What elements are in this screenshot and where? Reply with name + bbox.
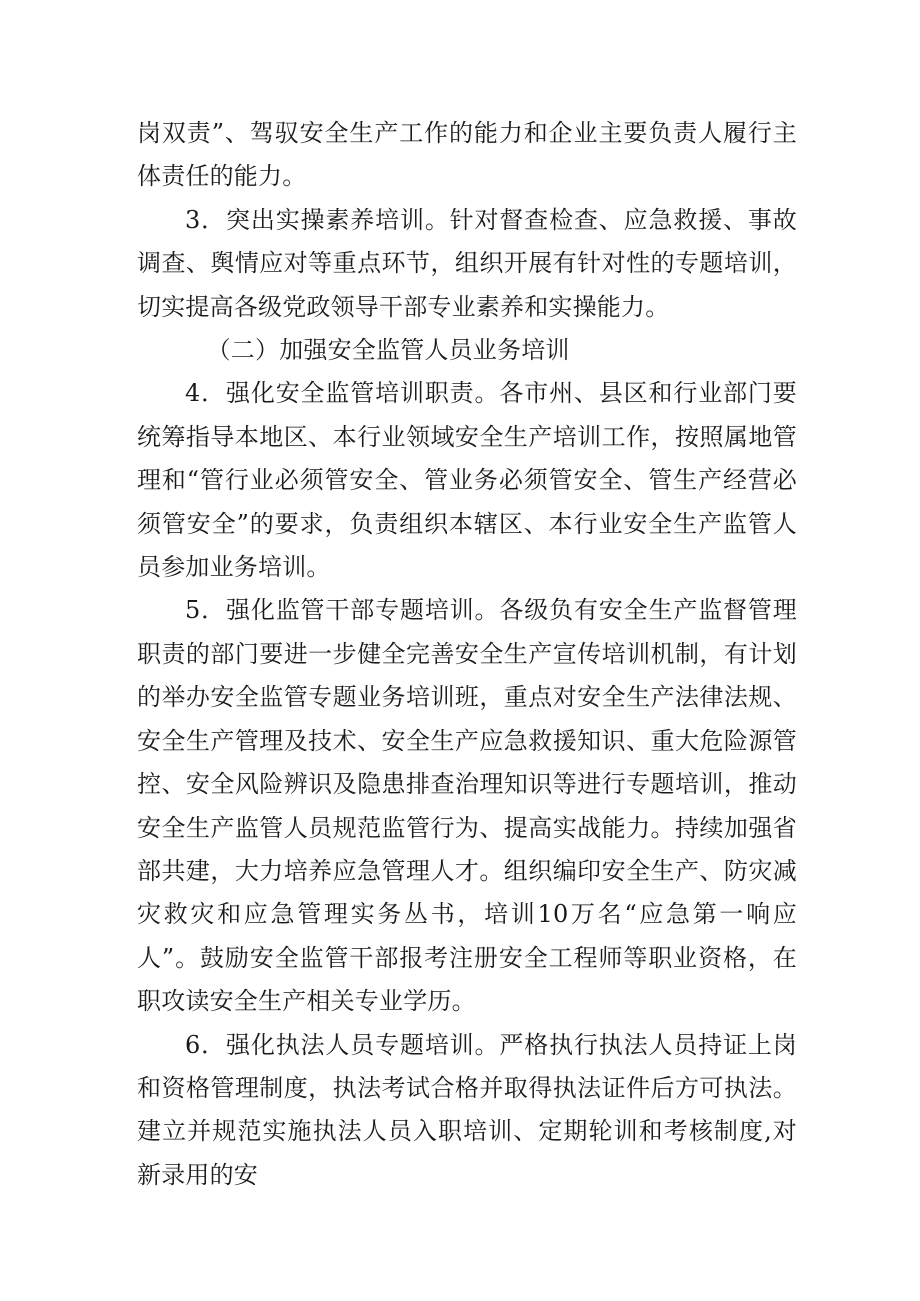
document-page — [137, 112, 797, 1197]
paragraph-item-5: 5．强化监管干部专题培训。各级负有安全生产监督管理职责的部门要进一步健全完善安全生产宣传培训机制，有计划的举办安全监管专题业务培训班，重点对安全生产法律法规、安全生产管理及技术、安全生产应急救援知识、重大危险源管控、安全风险辨识及隐患排查治理知识等进行专题培训，推动安全生产监管人员规范监管行为、提高实战能力。持续加强省部共建，大力培养应急管理人才。组织编印安全生产、防灾减灾救灾和应急管理实务丛书，培训10万名“应急第一响应人”。鼓励安全监管干部报考注册安全工程师等职业资格，在职攻读安全生产相关专业学历。 — [137, 596, 797, 1016]
paragraph-item-3: 3．突出实操素养培训。针对督查检查、应急救援、事故调查、舆情应对等重点环节，组织开展有针对性的专题培训，切实提高各级党政领导干部专业素养和实操能力。 — [137, 205, 797, 321]
paragraph-item-4: 4．强化安全监管培训职责。各市州、县区和行业部门要统筹指导本地区、本行业领域安全生产培训工作，按照属地管理和“管行业必须管安全、管业务必须管安全、管生产经营必须管安全”的要求，负责组织本辖区、本行业安全生产监管人员参加业务培训。 — [137, 379, 797, 582]
paragraph-item-6: 6．强化执法人员专题培训。严格执行执法人员持证上岗和资格管理制度，执法考试合格并取得执法证件后方可执法。建立并规范实施执法人员入职培训、定期轮训和考核制度,对新录用的安 — [137, 1030, 797, 1189]
section-heading: （二）加强安全监管人员业务培训 — [206, 336, 570, 365]
paragraph-continuation: 岗双责”、驾驭安全生产工作的能力和企业主要负责人履行主体责任的能力。 — [137, 119, 797, 191]
